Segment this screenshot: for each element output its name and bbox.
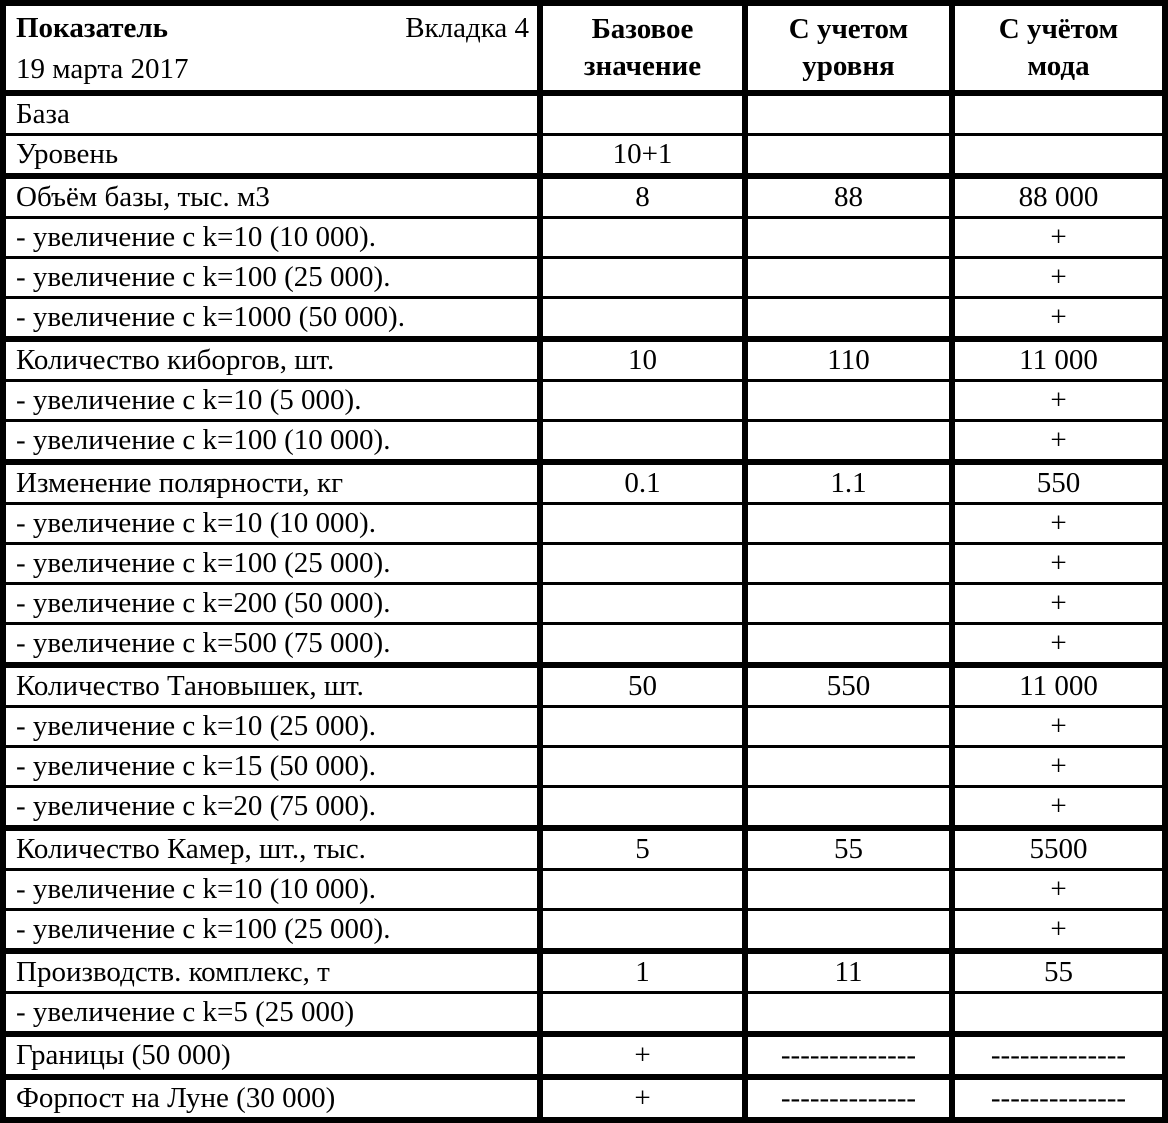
level-value-cell <box>745 870 952 910</box>
table-row <box>3 747 1165 787</box>
table-row <box>3 218 1165 258</box>
row-label: Изменение полярности, кг <box>3 462 540 504</box>
table-row <box>3 258 1165 298</box>
row-label: Количество Тановышек, шт. <box>3 665 540 707</box>
row-label: - увеличение с k=500 (75 000). <box>3 624 540 666</box>
mod-value-cell: + <box>952 870 1165 910</box>
mod-value-cell: -------------- <box>952 1034 1165 1077</box>
level-value-cell <box>745 93 952 135</box>
table-title: Показатель <box>16 12 168 44</box>
table-row <box>3 176 1165 218</box>
table-row <box>3 707 1165 747</box>
level-value-cell <box>745 910 952 952</box>
level-value-cell <box>745 747 952 787</box>
header-cell-with-level: С учетом уровня <box>745 3 952 93</box>
level-value-cell: 88 <box>745 176 952 218</box>
base-value-cell: 8 <box>540 176 745 218</box>
mod-value-cell: + <box>952 504 1165 544</box>
mod-value-cell <box>952 135 1165 177</box>
base-value-cell <box>540 93 745 135</box>
mod-value-cell: + <box>952 421 1165 463</box>
table-row <box>3 135 1165 177</box>
base-value-cell <box>540 258 745 298</box>
base-value-cell: + <box>540 1077 745 1120</box>
row-label: - увеличение с k=10 (10 000). <box>3 870 540 910</box>
table-row <box>3 93 1165 135</box>
mod-value-cell: + <box>952 584 1165 624</box>
table-row <box>3 339 1165 381</box>
level-value-cell <box>745 504 952 544</box>
base-value-cell <box>540 787 745 829</box>
table-row <box>3 624 1165 666</box>
mod-value-cell: 11 000 <box>952 339 1165 381</box>
base-value-cell <box>540 298 745 340</box>
base-value-cell <box>540 584 745 624</box>
table-row <box>3 1077 1165 1120</box>
table-row <box>3 993 1165 1035</box>
base-value-cell: + <box>540 1034 745 1077</box>
base-value-cell: 1 <box>540 951 745 993</box>
row-label: - увеличение с k=10 (25 000). <box>3 707 540 747</box>
row-label: Производств. комплекс, т <box>3 951 540 993</box>
table-row <box>3 504 1165 544</box>
level-value-cell: 550 <box>745 665 952 707</box>
base-value-cell: 10+1 <box>540 135 745 177</box>
mod-value-cell <box>952 93 1165 135</box>
base-value-cell <box>540 544 745 584</box>
level-value-cell <box>745 787 952 829</box>
level-value-cell <box>745 298 952 340</box>
level-value-cell: 110 <box>745 339 952 381</box>
table-row <box>3 584 1165 624</box>
level-value-cell <box>745 381 952 421</box>
mod-value-cell: + <box>952 258 1165 298</box>
header-cell-base-value: Базовое значение <box>540 3 745 93</box>
mod-value-cell: + <box>952 747 1165 787</box>
row-label: - увеличение с k=10 (10 000). <box>3 504 540 544</box>
level-value-cell: -------------- <box>745 1034 952 1077</box>
level-value-cell <box>745 421 952 463</box>
mod-value-cell <box>952 993 1165 1035</box>
mod-value-cell: + <box>952 381 1165 421</box>
table-row <box>3 828 1165 870</box>
row-label: Форпост на Луне (30 000) <box>3 1077 540 1120</box>
table-row <box>3 462 1165 504</box>
base-value-cell: 10 <box>540 339 745 381</box>
base-value-cell <box>540 910 745 952</box>
row-label: Количество Камер, шт., тыс. <box>3 828 540 870</box>
mod-value-cell: 88 000 <box>952 176 1165 218</box>
level-value-cell: 55 <box>745 828 952 870</box>
row-label: Уровень <box>3 135 540 177</box>
base-value-cell <box>540 870 745 910</box>
table-row <box>3 381 1165 421</box>
base-value-cell <box>540 707 745 747</box>
base-value-cell: 0.1 <box>540 462 745 504</box>
mod-value-cell: + <box>952 544 1165 584</box>
base-value-cell <box>540 421 745 463</box>
table-row <box>3 298 1165 340</box>
row-label: - увеличение с k=100 (25 000). <box>3 258 540 298</box>
base-value-cell <box>540 381 745 421</box>
base-value-cell <box>540 993 745 1035</box>
level-value-cell <box>745 544 952 584</box>
level-value-cell: 1.1 <box>745 462 952 504</box>
table-row <box>3 870 1165 910</box>
header-row <box>3 3 1165 93</box>
row-label: - увеличение с k=10 (5 000). <box>3 381 540 421</box>
level-value-cell <box>745 135 952 177</box>
level-value-cell: -------------- <box>745 1077 952 1120</box>
level-value-cell <box>745 584 952 624</box>
level-value-cell <box>745 624 952 666</box>
mod-value-cell: + <box>952 707 1165 747</box>
mod-value-cell: + <box>952 787 1165 829</box>
level-value-cell: 11 <box>745 951 952 993</box>
row-label: - увеличение с k=100 (25 000). <box>3 910 540 952</box>
level-value-cell <box>745 707 952 747</box>
mod-value-cell: + <box>952 910 1165 952</box>
row-label: - увеличение с k=100 (10 000). <box>3 421 540 463</box>
row-label: База <box>3 93 540 135</box>
level-value-cell <box>745 258 952 298</box>
mod-value-cell: + <box>952 218 1165 258</box>
mod-value-cell: + <box>952 298 1165 340</box>
row-label: - увеличение с k=200 (50 000). <box>3 584 540 624</box>
mod-value-cell: 11 000 <box>952 665 1165 707</box>
mod-value-cell: 55 <box>952 951 1165 993</box>
mod-value-cell: + <box>952 624 1165 666</box>
date-label: 19 марта 2017 <box>16 53 189 86</box>
mod-value-cell: 5500 <box>952 828 1165 870</box>
table-row <box>3 421 1165 463</box>
tab-label: Вкладка 4 <box>405 12 529 44</box>
mod-value-cell: 550 <box>952 462 1165 504</box>
row-label: Объём базы, тыс. м3 <box>3 176 540 218</box>
table-row <box>3 665 1165 707</box>
base-value-cell <box>540 218 745 258</box>
base-value-cell: 5 <box>540 828 745 870</box>
mod-value-cell: -------------- <box>952 1077 1165 1120</box>
table-row <box>3 787 1165 829</box>
row-label: - увеличение с k=10 (10 000). <box>3 218 540 258</box>
table-row <box>3 951 1165 993</box>
table-row <box>3 544 1165 584</box>
header-cell-with-mod: С учётом мода <box>952 3 1165 93</box>
level-value-cell <box>745 218 952 258</box>
row-label: - увеличение с k=20 (75 000). <box>3 787 540 829</box>
header-cell-indicator <box>3 3 540 93</box>
base-value-cell <box>540 747 745 787</box>
table-row <box>3 1034 1165 1077</box>
row-label: - увеличение с k=100 (25 000). <box>3 544 540 584</box>
row-label: - увеличение с k=15 (50 000). <box>3 747 540 787</box>
level-value-cell <box>745 993 952 1035</box>
row-label: Количество киборгов, шт. <box>3 339 540 381</box>
base-value-cell: 50 <box>540 665 745 707</box>
row-label: - увеличение с k=1000 (50 000). <box>3 298 540 340</box>
row-label: Границы (50 000) <box>3 1034 540 1077</box>
base-value-cell <box>540 504 745 544</box>
base-value-cell <box>540 624 745 666</box>
row-label: - увеличение с k=5 (25 000) <box>3 993 540 1035</box>
table-row <box>3 910 1165 952</box>
